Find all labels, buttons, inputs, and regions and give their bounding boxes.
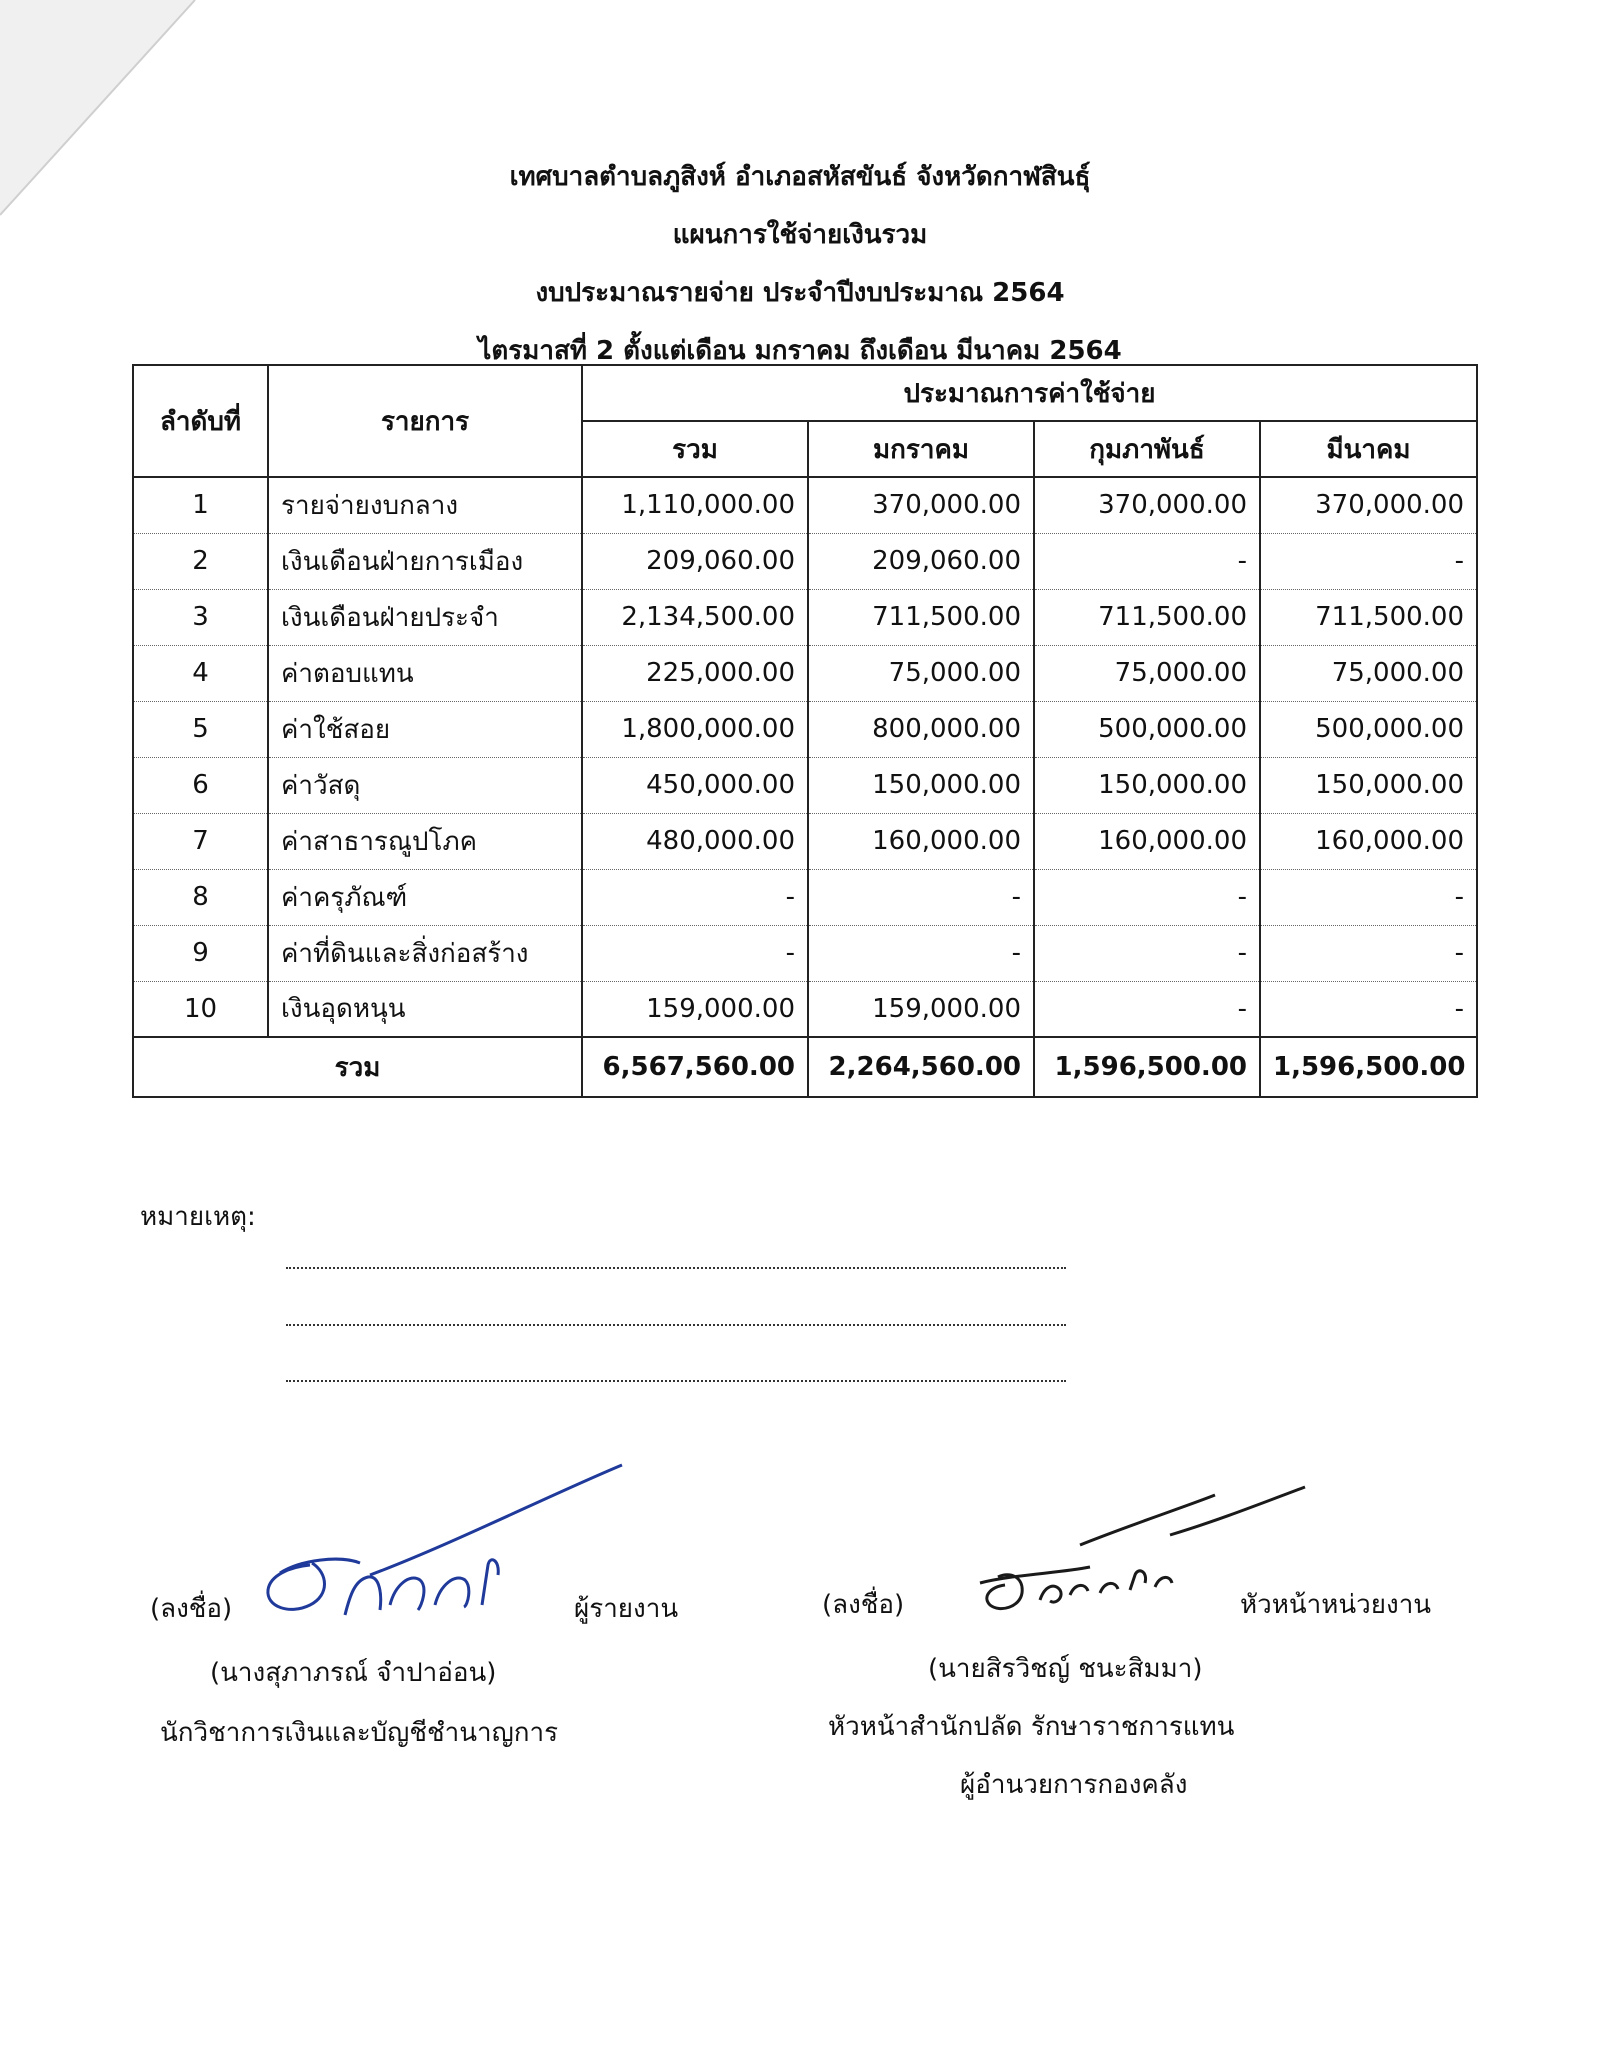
row-february: -: [1034, 869, 1260, 925]
row-february: 370,000.00: [1034, 477, 1260, 533]
header-january: มกราคม: [808, 421, 1034, 477]
row-index: 3: [133, 589, 268, 645]
row-february: 500,000.00: [1034, 701, 1260, 757]
table-row: [133, 477, 1477, 533]
left-role: ผู้รายงาน: [574, 1594, 679, 1624]
right-sign-prefix: (ลงชื่อ): [822, 1590, 905, 1620]
row-february: -: [1034, 981, 1260, 1037]
table-row: [133, 925, 1477, 981]
row-march: 500,000.00: [1260, 701, 1477, 757]
row-index: 2: [133, 533, 268, 589]
row-item: เงินอุดหนุน: [268, 981, 582, 1037]
plan-title: แผนการใช้จ่ายเงินรวม: [672, 220, 928, 250]
remarks-dotted-line: [286, 1266, 1066, 1269]
remarks-label: หมายเหตุ:: [140, 1202, 256, 1232]
footer-total: 6,567,560.00: [582, 1037, 808, 1097]
row-january: -: [808, 869, 1034, 925]
row-item: ค่าวัสดุ: [268, 757, 582, 813]
row-total: 225,000.00: [582, 645, 808, 701]
table-row: [133, 701, 1477, 757]
row-index: 10: [133, 981, 268, 1037]
table-row: [133, 813, 1477, 869]
header-item: รายการ: [268, 365, 582, 477]
row-march: 75,000.00: [1260, 645, 1477, 701]
row-index: 9: [133, 925, 268, 981]
row-index: 1: [133, 477, 268, 533]
row-total: 209,060.00: [582, 533, 808, 589]
right-role: หัวหน้าหน่วยงาน: [1240, 1590, 1432, 1620]
row-index: 5: [133, 701, 268, 757]
table-row: [133, 981, 1477, 1037]
row-march: -: [1260, 981, 1477, 1037]
row-march: 370,000.00: [1260, 477, 1477, 533]
row-item: ค่าสาธารณูปโภค: [268, 813, 582, 869]
header-estimate-group: ประมาณการค่าใช้จ่าย: [582, 365, 1477, 421]
left-handwritten-signature: [250, 1455, 630, 1645]
row-march: -: [1260, 869, 1477, 925]
row-january: 160,000.00: [808, 813, 1034, 869]
row-total: 2,134,500.00: [582, 589, 808, 645]
table-row: [133, 869, 1477, 925]
row-february: 75,000.00: [1034, 645, 1260, 701]
row-march: -: [1260, 925, 1477, 981]
row-index: 4: [133, 645, 268, 701]
row-index: 7: [133, 813, 268, 869]
header-march: มีนาคม: [1260, 421, 1477, 477]
row-february: -: [1034, 925, 1260, 981]
row-item: เงินเดือนฝ่ายประจำ: [268, 589, 582, 645]
remarks-dotted-line: [286, 1323, 1066, 1326]
header-february: กุมภาพันธ์: [1034, 421, 1260, 477]
footer-february: 1,596,500.00: [1034, 1037, 1260, 1097]
table-row: [133, 757, 1477, 813]
row-item: ค่าครุภัณฑ์: [268, 869, 582, 925]
row-item: ค่าใช้สอย: [268, 701, 582, 757]
header-total: รวม: [582, 421, 808, 477]
row-item: รายจ่ายงบกลาง: [268, 477, 582, 533]
left-signer-position: นักวิชาการเงินและบัญชีชำนาญการ: [160, 1718, 559, 1748]
row-january: -: [808, 925, 1034, 981]
row-total: -: [582, 869, 808, 925]
row-item: ค่าที่ดินและสิ่งก่อสร้าง: [268, 925, 582, 981]
row-item: ค่าตอบแทน: [268, 645, 582, 701]
row-january: 370,000.00: [808, 477, 1034, 533]
row-march: 711,500.00: [1260, 589, 1477, 645]
table-row: [133, 589, 1477, 645]
remarks-dotted-line: [286, 1379, 1066, 1382]
row-total: 450,000.00: [582, 757, 808, 813]
row-total: 159,000.00: [582, 981, 808, 1037]
row-february: -: [1034, 533, 1260, 589]
row-march: -: [1260, 533, 1477, 589]
row-january: 159,000.00: [808, 981, 1034, 1037]
table-row: [133, 533, 1477, 589]
row-february: 711,500.00: [1034, 589, 1260, 645]
right-signer-position: หัวหน้าสำนักปลัด รักษาราชการแทน: [828, 1712, 1235, 1742]
document-header: [0, 148, 1600, 380]
left-signer-name: (นางสุภาภรณ์ จำปาอ่อน): [210, 1658, 497, 1688]
row-february: 160,000.00: [1034, 813, 1260, 869]
row-item: เงินเดือนฝ่ายการเมือง: [268, 533, 582, 589]
right-signer-name: (นายสิรวิชญ์ ชนะสิมมา): [928, 1654, 1203, 1684]
row-total: -: [582, 925, 808, 981]
row-january: 209,060.00: [808, 533, 1034, 589]
budget-line: งบประมาณรายจ่าย ประจำปีงบประมาณ 2564: [535, 278, 1065, 308]
row-march: 160,000.00: [1260, 813, 1477, 869]
row-total: 480,000.00: [582, 813, 808, 869]
header-index: ลำดับที่: [133, 365, 268, 477]
expense-plan-table: [132, 364, 1478, 1098]
row-january: 150,000.00: [808, 757, 1034, 813]
row-march: 150,000.00: [1260, 757, 1477, 813]
row-index: 6: [133, 757, 268, 813]
row-total: 1,800,000.00: [582, 701, 808, 757]
footer-label: รวม: [133, 1037, 582, 1097]
quarter-line: ไตรมาสที่ 2 ตั้งแต่เดือน มกราคม ถึงเดือน มีนาคม 2564: [478, 336, 1122, 366]
left-sign-prefix: (ลงชื่อ): [150, 1594, 233, 1624]
row-january: 75,000.00: [808, 645, 1034, 701]
row-january: 711,500.00: [808, 589, 1034, 645]
row-february: 150,000.00: [1034, 757, 1260, 813]
table-row: [133, 645, 1477, 701]
table-footer-total-row: [133, 1037, 1477, 1097]
row-total: 1,110,000.00: [582, 477, 808, 533]
row-january: 800,000.00: [808, 701, 1034, 757]
row-index: 8: [133, 869, 268, 925]
org-title: เทศบาลตำบลภูสิงห์ อำเภอสหัสขันธ์ จังหวัดกาฬสินธุ์: [509, 162, 1091, 192]
footer-march: 1,596,500.00: [1260, 1037, 1477, 1097]
right-signer-position-2: ผู้อำนวยการกองคลัง: [960, 1770, 1188, 1800]
footer-january: 2,264,560.00: [808, 1037, 1034, 1097]
